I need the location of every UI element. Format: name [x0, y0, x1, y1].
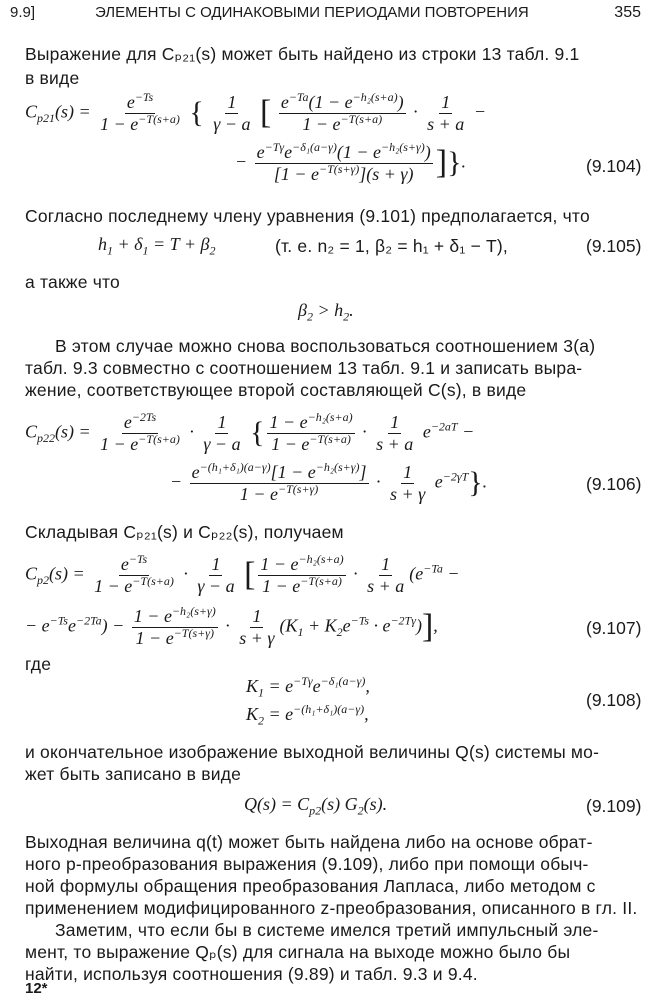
paragraph-8-line-1: Выходная величина q(t) может быть найдена либо на основе обрат-: [25, 832, 593, 852]
paragraph-7-line-1: и окончательное изображение выходной величины Q(s) системы мо-: [25, 742, 600, 762]
paragraph-2: Согласно последнему члену уравнения (9.101) предполагается, что: [25, 206, 590, 226]
paragraph-5: Складывая Cₚ₂₁(s) и Cₚ₂₂(s), получаем: [25, 522, 344, 542]
equation-9-105: $h_1 + \delta_1 = T + \beta_2$: [98, 234, 216, 258]
equation-label-9-109: (9.109): [586, 796, 642, 816]
paragraph-7-line-2: жет быть записано в виде: [25, 764, 242, 784]
inequality-beta-h: $\beta_2 > h_2$.: [298, 300, 354, 324]
paragraph-8-line-2: ного p-преобразования выражения (9.109), либо при помощи обыч-: [25, 854, 589, 874]
equation-label-9-104: (9.104): [586, 156, 642, 176]
paragraph-1-line-2: в виде: [25, 68, 80, 88]
equation-label-9-106: (9.106): [586, 474, 642, 494]
equation-9-108-line-2: $K_2 = e^{-(h_1+\delta_1)(a-\gamma)}$,: [246, 702, 369, 728]
equation-9-108-line-1: $K_1 = e^{-T\gamma}e^{-\delta_1(a-\gamma)}$,: [246, 674, 370, 700]
equation-9-109: $Q(s) = C_{p2}(s)$ $G_2(s)$.: [244, 794, 388, 818]
equation-9-107-line-1: $C_{p2}(s)$ = $\frac{e^{-Ts}}{1 - e^{-T(s+a)}}$ · $\frac{1}{\gamma - a}$ [ $\frac{1 - e^{-h_2(s+a)}}{1 - e^{-T(s+a)}}$ · $\frac{1}{s + a}$ ($e^{-Ta}$ −: [25, 552, 460, 596]
paragraph-9-line-2: мент, то выражение Qₚ(s) для сигнала на выходе можно было бы: [25, 942, 571, 962]
equation-9-106-line-2: − $\frac{e^{-(h_1+\delta_1)(a-\gamma)}[1 - e^{-h_2(s+\gamma)}]}{1 - e^{-T(s+\gamma)}}$ · $\frac{1}{s + \gamma}$ $e^{-2\gamma T}$}.: [170, 460, 488, 504]
equation-9-104-line-2: − $\frac{e^{-T\gamma}e^{-\delta_1(a-\gamma)}(1 - e^{-h_2(s+\gamma)})}{[1 - e^{-T(s+\gamma)}](s + \gamma)}$ ]}.: [235, 140, 466, 184]
signature-mark: 12*: [25, 980, 48, 997]
paragraph-4-line-2: табл. 9.3 совместно с соотношением 13 табл. 9.1 и записать выра-: [25, 358, 583, 378]
paragraph-9-line-1: Заметим, что если бы в системе имелся третий импульсный эле-: [55, 920, 599, 940]
paragraph-6: где: [25, 654, 52, 674]
paragraph-8-line-3: ной формулы обращения преобразования Лапласа, либо методом с: [25, 876, 596, 896]
paragraph-8-line-4: применением модифицированного z-преобразования, описанного в гл. II.: [25, 898, 638, 918]
equation-label-9-105: (9.105): [586, 236, 642, 256]
running-title: ЭЛЕМЕНТЫ С ОДИНАКОВЫМИ ПЕРИОДАМИ ПОВТОРЕНИЯ: [95, 4, 529, 21]
equation-9-107-line-2: − $e^{-Ts}e^{-2Ta}$) − $\frac{1 - e^{-h_2(s+\gamma)}}{1 - e^{-T(s+\gamma)}}$ · $\frac{1}{s + \gamma}$ $(K_1 + K_2e^{-Ts} \cdot e^{-2T\gamma})$],: [25, 604, 438, 648]
paragraph-9-line-3: найти, используя соотношения (9.89) и табл. 9.3 и 9.4.: [25, 964, 478, 984]
paragraph-1-line-1: Выражение для Cₚ₂₁(s) может быть найдено из строки 13 табл. 9.1: [25, 44, 580, 64]
paragraph-4-line-3: жение, соответствующее второй составляющей C(s), в виде: [25, 380, 527, 400]
equation-label-9-107: (9.107): [586, 618, 642, 638]
equation-9-105-note: (т. е. n₂ = 1, β₂ = h₁ + δ₁ − T),: [275, 236, 508, 256]
paragraph-4-line-1: В этом случае можно снова воспользоваться соотношением 3(а): [55, 336, 596, 356]
equation-label-9-108: (9.108): [586, 690, 642, 710]
equation-9-104-line-1: $C_{p21}(s)$ = $\frac{e^{-Ts}}{1 - e^{-T(s+a)}}$ { $\frac{1}{\gamma - a}$ [ $\frac{e^{-Ta}(1 - e^{-h_2(s+a)})}{1 - e^{-T(s+a)}}$ · $\frac{1}{s + a}$ −: [25, 90, 486, 134]
equation-9-106-line-1: $C_{p22}(s)$ = $\frac{e^{-2Ts}}{1 - e^{-T(s+a)}}$ · $\frac{1}{\gamma - a}$ { $\frac{1 - e^{-h_2(s+a)}}{1 - e^{-T(s+a)}}$ · $\frac{1}{s + a}$ $e^{-2aT}$ −: [25, 410, 475, 454]
section-number: 9.9]: [10, 4, 36, 21]
paragraph-3: а также что: [25, 272, 120, 292]
page-number: 355: [614, 4, 641, 21]
